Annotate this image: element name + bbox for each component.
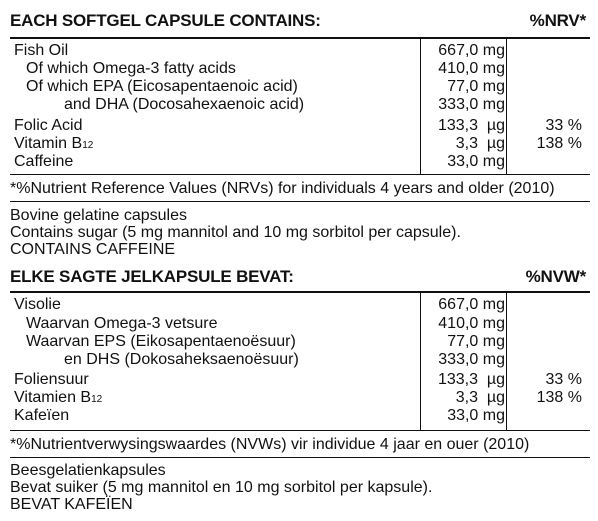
english-note-sugar: Contains sugar (5 mg mannitol and 10 mg sorbitol per capsule). — [10, 224, 461, 241]
english-header-rule — [10, 37, 590, 39]
english-notes-rule — [10, 201, 590, 202]
afrikaans-header-rule — [10, 291, 590, 293]
nutrient-row-vitamin-b12: Vitamin B12 3,3 µg 138 % — [14, 135, 582, 152]
nutrient-row-epa: Of which EPA (Eicosapentaenoic acid) 77,0 mg — [26, 78, 505, 95]
afrikaans-notes-rule — [10, 457, 590, 458]
nutrient-row-vitamien-b12: Vitamien B12 3,3 µg 138 % — [14, 389, 582, 406]
afrikaans-header — [10, 266, 592, 288]
nutrient-row-kafeien: Kafeïen 33,0 mg — [14, 407, 505, 424]
nutrient-row-eps: Waarvan EPS (Eikosapentaenoësuur) 77,0 mg — [26, 333, 505, 350]
nutrient-row-foliensuur: Foliensuur 133,3 µg 33 % — [14, 371, 582, 388]
english-nrv-label: %NRV* — [529, 11, 586, 30]
afrikaans-note-capsules: Beesgelatienkapsules — [10, 462, 166, 479]
afrikaans-footnote: *%Nutrientverwysingswaardes (NVWs) vir individue 4 jaar en ouer (2010) — [10, 436, 530, 453]
english-note-capsules: Bovine gelatine capsules — [10, 207, 188, 224]
afrikaans-note-sugar: Bevat suiker (5 mg mannitol en 10 mg sorbitol per kapsule). — [10, 479, 433, 496]
nutrient-row-omega3: Of which Omega-3 fatty acids 410,0 mg — [26, 60, 505, 77]
afrikaans-footnote-rule — [10, 430, 590, 431]
english-note-caffeine-warning: CONTAINS CAFFEINE — [10, 241, 176, 258]
nutrient-row-dha: and DHA (Docosahexaenoic acid) 333,0 mg — [64, 96, 505, 113]
english-header-title: EACH SOFTGEL CAPSULE CONTAINS: — [10, 11, 321, 30]
nutrient-row-folic-acid: Folic Acid 133,3 µg 33 % — [14, 117, 582, 134]
afrikaans-note-caffeine-warning: BEVAT KAFEÏEN — [10, 496, 133, 513]
nutrient-row-caffeine: Caffeine 33,0 mg — [14, 153, 505, 170]
afrikaans-header-title: ELKE SAGTE JELKAPSULE BEVAT: — [10, 267, 294, 286]
nutrient-row-visolie: Visolie 667,0 mg — [14, 296, 505, 313]
nutrient-row-fish-oil: Fish Oil 667,0 mg — [14, 42, 505, 59]
nutrient-row-omega3-vetsure: Waarvan Omega-3 vetsure 410,0 mg — [26, 315, 505, 332]
english-footnote: *%Nutrient Reference Values (NRVs) for individuals 4 years and older (2010) — [10, 180, 555, 197]
afrikaans-nvw-label: %NVW* — [525, 267, 586, 286]
english-header — [10, 10, 592, 32]
nutrient-row-dhs: en DHS (Dokosaheksaenoësuur) 333,0 mg — [64, 351, 505, 368]
english-footnote-rule — [10, 174, 590, 175]
